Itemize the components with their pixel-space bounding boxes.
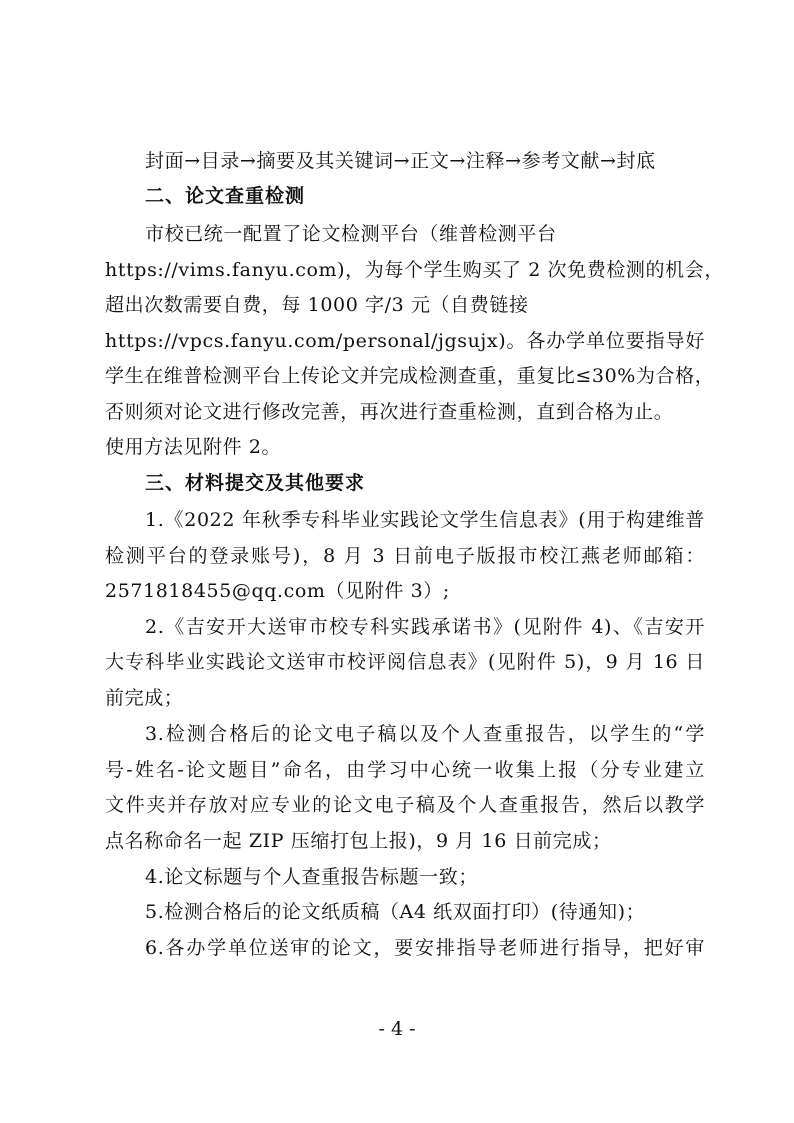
paragraph-line: 学生在维普检测平台上传论文并完成检测查重，重复比≤30%为合格， <box>105 365 715 387</box>
section-heading-2: 二、论文查重检测 <box>145 185 306 207</box>
list-item: 1.《2022 年秋季专科毕业实践论文学生信息表》(用于构建维普 <box>145 509 705 531</box>
list-item-continued: 检测平台的登录账号)，8 月 3 日前电子版报市校江燕老师邮箱： <box>105 545 705 567</box>
list-item-continued: 文件夹并存放对应专业的论文电子稿及个人查重报告，然后以教学 <box>105 794 705 816</box>
paragraph-line: https://vims.fanyu.com)，为每个学生购买了 2 次免费检测的机会， <box>105 259 724 281</box>
paragraph-line: https://vpcs.fanyu.com/personal/jgsujx)。各办学单位要指导好 <box>105 330 705 352</box>
page-number: - 4 - <box>378 1018 416 1040</box>
list-item: 5.检测合格后的论文纸质稿（A4 纸双面打印）(待通知)； <box>145 901 646 923</box>
list-item: 6.各办学单位送审的论文，要安排指导老师进行指导，把好审 <box>145 937 705 959</box>
list-item-continued: 点名称命名一起 ZIP 压缩打包上报)，9 月 16 日前完成； <box>105 830 612 852</box>
list-item: 3.检测合格后的论文电子稿以及个人查重报告，以学生的“学 <box>145 723 705 745</box>
list-item-continued: 号-姓名-论文题目”命名，由学习中心统一收集上报（分专业建立 <box>105 759 705 781</box>
list-item-continued: 2571818455@qq.com（见附件 3）; <box>105 580 450 602</box>
paragraph-line: 市校已统一配置了论文检测平台（维普检测平台 <box>145 223 557 245</box>
list-item: 2.《吉安开大送审市校专科实践承诺书》(见附件 4)、《吉安开 <box>145 616 705 638</box>
paragraph-line: 否则须对论文进行修改完善，再次进行查重检测，直到合格为止。 <box>105 401 674 423</box>
paragraph-line: 使用方法见附件 2。 <box>105 436 282 458</box>
list-item-continued: 大专科毕业实践论文送审市校评阅信息表》(见附件 5)，9 月 16 日 <box>105 651 705 673</box>
section-heading-3: 三、材料提交及其他要求 <box>145 472 366 494</box>
flow-order-line: 封面→目录→摘要及其关键词→正文→注释→参考文献→封底 <box>145 150 656 172</box>
paragraph-line: 超出次数需要自费，每 1000 字/3 元（自费链接 <box>105 294 529 316</box>
list-item-continued: 前完成； <box>105 687 184 709</box>
list-item: 4.论文标题与个人查重报告标题一致； <box>145 866 478 888</box>
